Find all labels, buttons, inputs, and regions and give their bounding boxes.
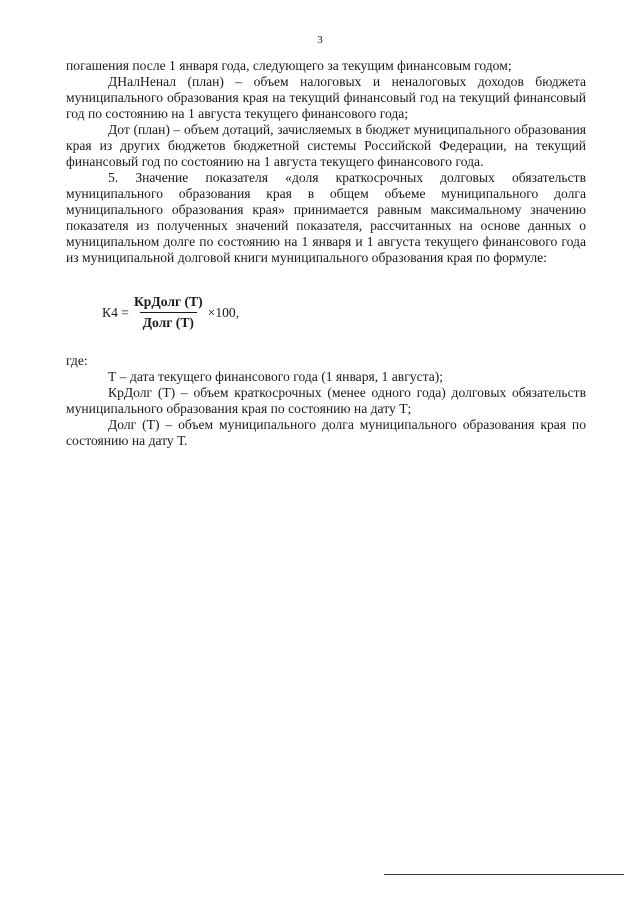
- paragraph-continuation: погашения после 1 января года, следующего за текущим финансовым годом;: [66, 58, 512, 73]
- paragraph-dnalnenal-definition: ДНалНенал (план) – объем налоговых и неналоговых доходов бюджета муниципального образования края на текущий финансовый год на текущий финансовый год по состоянию на 1 августа текущего финансового года;: [66, 74, 586, 121]
- paragraph-dot-definition: Дот (план) – объем дотаций, зачисляемых в бюджет муниципального образования края из других бюджетов бюджетной системы Российской Федерации, на текущий финансовый год по состоянию на 1 августа текущего финансового года.: [66, 122, 586, 169]
- definition-t: Т – дата текущего финансового года (1 января, 1 августа);: [108, 369, 444, 384]
- formula-k4: [102, 294, 586, 331]
- document-body: [66, 58, 586, 449]
- formula-numerator: КрДолг (Т): [133, 294, 203, 309]
- formula-lhs: К4 =: [102, 304, 129, 320]
- where-label: где:: [66, 353, 88, 368]
- definition-krdolg: КрДолг (Т) – объем краткосрочных (менее одного года) долговых обязательств муниципального образования края по состоянию на дату Т;: [66, 385, 586, 416]
- page-number: 3: [317, 34, 323, 46]
- formula-denominator: Долг (Т): [140, 312, 197, 331]
- formula-fraction: [131, 294, 206, 331]
- definition-dolg: Долг (Т) – объем муниципального долга муниципального образования края по состоянию на дату Т.: [66, 417, 586, 448]
- formula-multiplier: ×100,: [207, 304, 240, 320]
- bottom-rule: [384, 874, 624, 875]
- paragraph-item-5: 5. Значение показателя «доля краткосрочных долговых обязательств муниципального образования края в общем объеме муниципального долга муниципального образования края» принимается равным максимальному значению показателя из полученных значений показателя, рассчитанных на основе данных о муниципальном долге по состоянию на 1 января и 1 августа текущего финансового года из муниципальной долговой книги муниципального образования края по формуле:: [66, 170, 586, 265]
